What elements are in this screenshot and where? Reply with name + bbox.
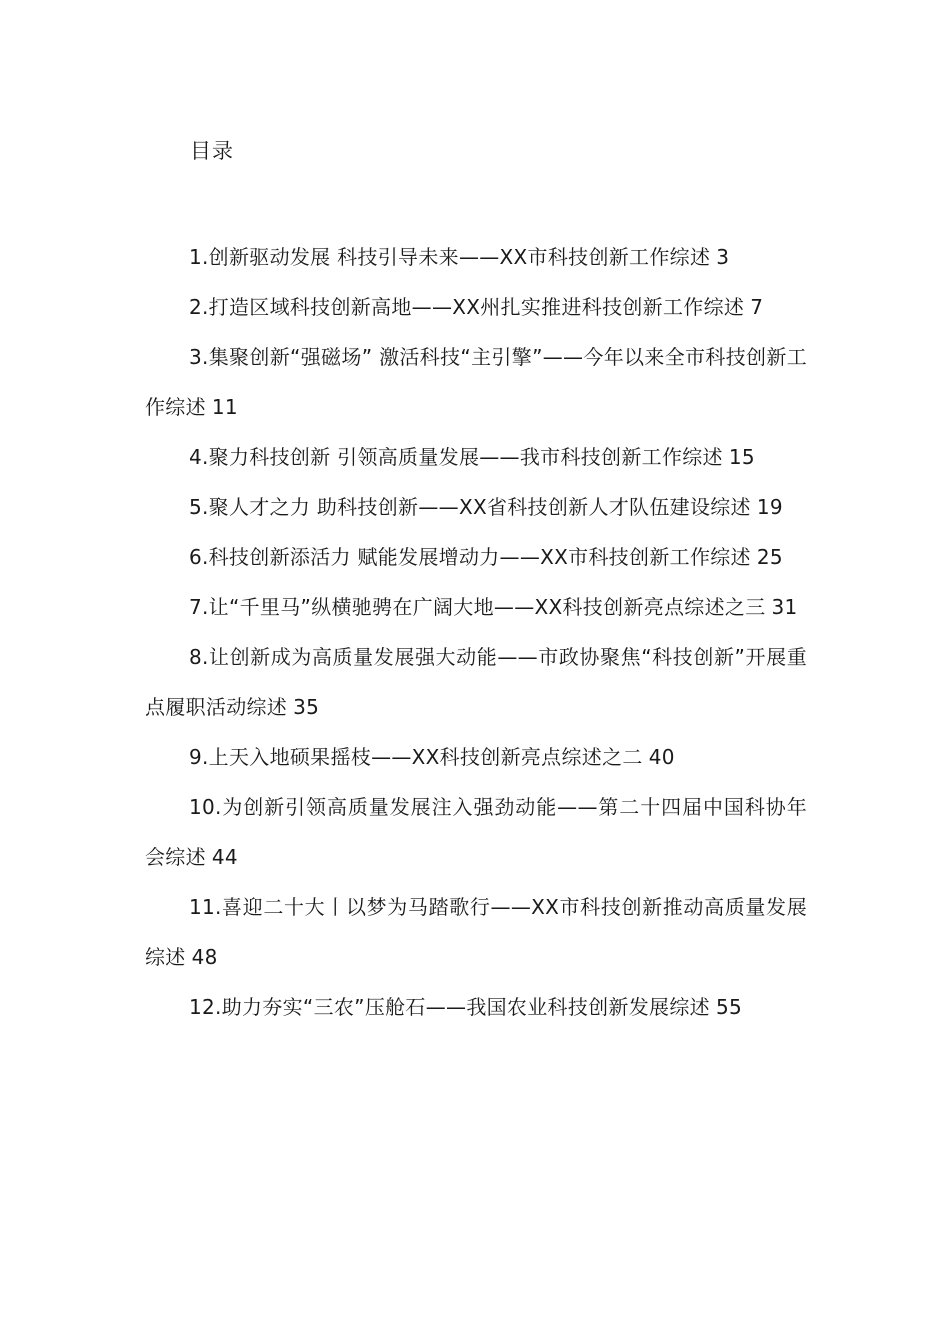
toc-entry-text: 5.聚人才之力 助科技创新——XX省科技创新人才队伍建设综述 xyxy=(189,495,751,519)
toc-entry-text: 4.聚力科技创新 引领高质量发展——我市科技创新工作综述 xyxy=(189,445,723,469)
toc-entry-2[interactable] xyxy=(145,282,807,332)
toc-entry-page: 48 xyxy=(191,945,218,969)
toc-entry-page: 19 xyxy=(756,495,783,519)
toc-entry-4[interactable] xyxy=(145,432,807,482)
toc-list xyxy=(145,232,807,1032)
toc-entry-6[interactable] xyxy=(145,532,807,582)
toc-entry-11[interactable] xyxy=(145,882,807,982)
toc-entry-5[interactable] xyxy=(145,482,807,532)
toc-entry-text: 8.让创新成为高质量发展强大动能——市政协聚焦“科技创新”开展重点履职活动综述 xyxy=(145,645,807,719)
toc-entry-page: 44 xyxy=(211,845,238,869)
toc-entry-page: 15 xyxy=(728,445,755,469)
toc-title: 目录 xyxy=(190,139,234,163)
toc-entry-page: 11 xyxy=(211,395,238,419)
toc-entry-1[interactable] xyxy=(145,232,807,282)
toc-entry-page: 40 xyxy=(648,745,675,769)
toc-entry-page: 3 xyxy=(716,245,730,269)
toc-entry-9[interactable] xyxy=(145,732,807,782)
toc-entry-page: 35 xyxy=(293,695,320,719)
toc-entry-3[interactable] xyxy=(145,332,807,432)
toc-entry-text: 9.上天入地硕果摇枝——XX科技创新亮点综述之二 xyxy=(189,745,643,769)
toc-entry-text: 1.创新驱动发展 科技引导未来——XX市科技创新工作综述 xyxy=(189,245,711,269)
toc-entry-text: 2.打造区域科技创新高地——XX州扎实推进科技创新工作综述 xyxy=(189,295,745,319)
toc-entry-text: 12.助力夯实“三农”压舱石——我国农业科技创新发展综述 xyxy=(189,995,710,1019)
toc-entry-text: 3.集聚创新“强磁场” 激活科技“主引擎”——今年以来全市科技创新工作综述 xyxy=(145,345,807,419)
toc-entry-text: 6.科技创新添活力 赋能发展增动力——XX市科技创新工作综述 xyxy=(189,545,751,569)
toc-entry-12[interactable] xyxy=(145,982,807,1032)
toc-entry-page: 7 xyxy=(750,295,764,319)
toc-entry-page: 31 xyxy=(771,595,798,619)
toc-entry-page: 55 xyxy=(715,995,742,1019)
toc-entry-text: 7.让“千里马”纵横驰骋在广阔大地——XX科技创新亮点综述之三 xyxy=(189,595,766,619)
toc-entry-10[interactable] xyxy=(145,782,807,882)
toc-entry-8[interactable] xyxy=(145,632,807,732)
toc-entry-text: 11.喜迎二十大丨以梦为马踏歌行——XX市科技创新推动高质量发展综述 xyxy=(145,895,807,969)
toc-entry-7[interactable] xyxy=(145,582,807,632)
toc-entry-page: 25 xyxy=(756,545,783,569)
toc-entry-text: 10.为创新引领高质量发展注入强劲动能——第二十四届中国科协年会综述 xyxy=(145,795,807,869)
